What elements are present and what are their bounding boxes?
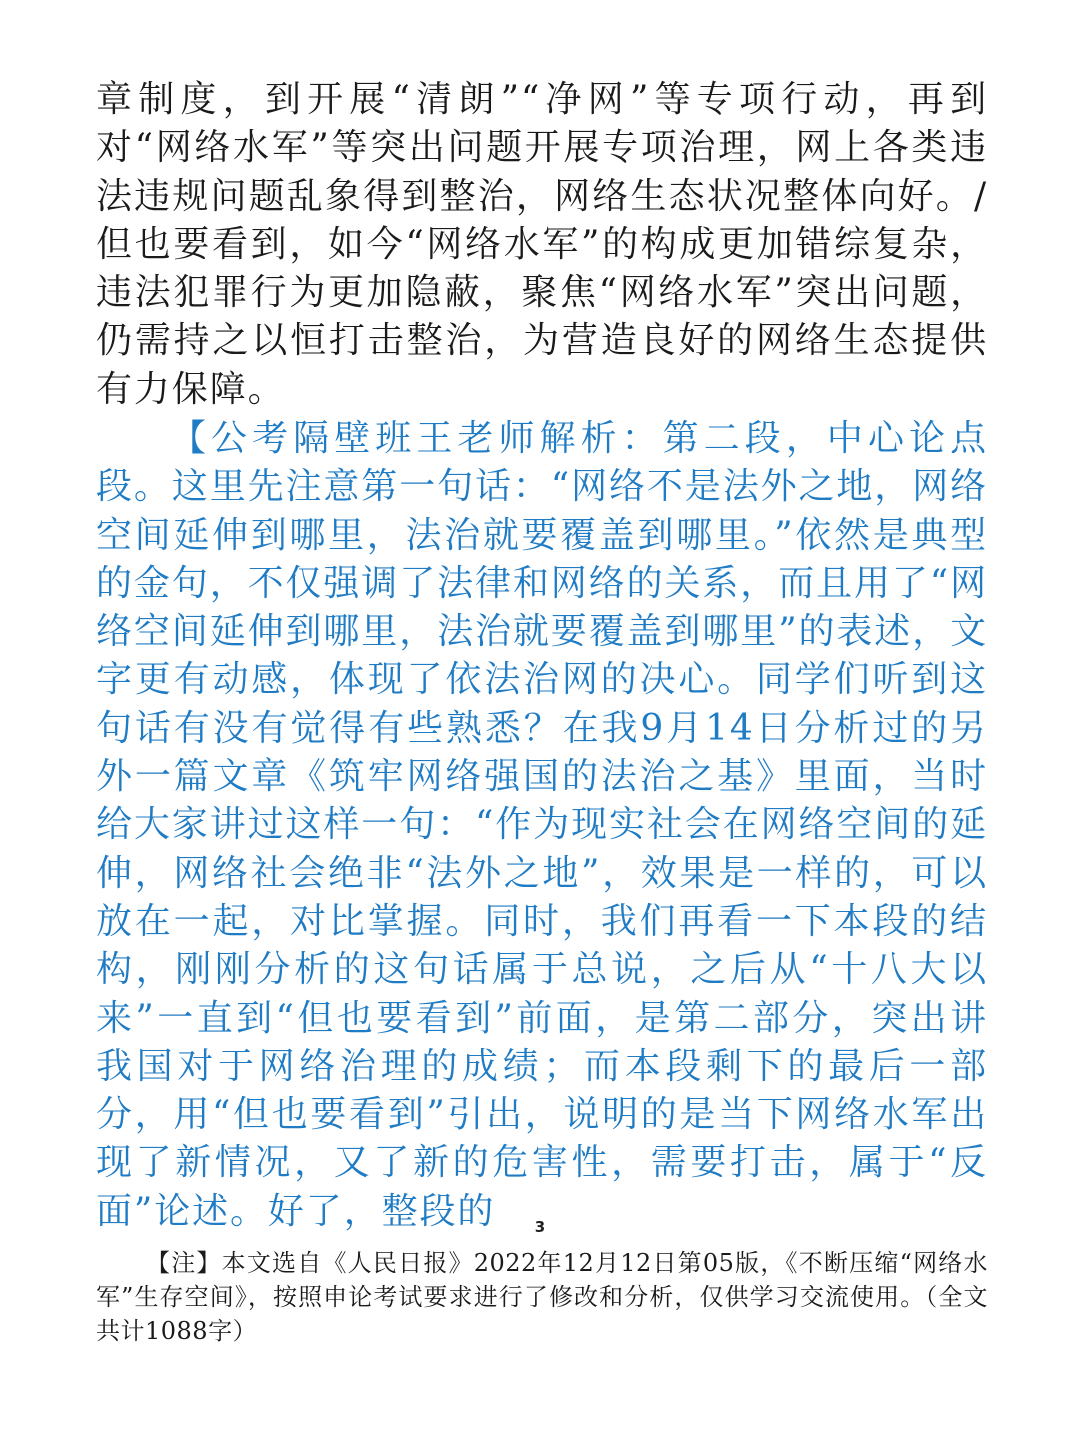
source-footnote: 【注】本文选自《人民日报》2022年12月12日第05版，《不断压缩“网络水军”生存空间》，按照申论考试要求进行了修改和分析，仅供学习交流使用。（全文共计1088字） bbox=[96, 1249, 988, 1345]
teacher-analysis-paragraph: 【公考隔壁班王老师解析：第二段，中心论点段。这里先注意第一句话：“网络不是法外之地，网络空间延伸到哪里，法治就要覆盖到哪里。”依然是典型的金句，不仅强调了法律和网络的关系，而且用了“网络空间延伸到哪里，法治就要覆盖到哪里”的表述，文字更有动感，体现了依法治网的决心。同学们听到这句话有没有觉得有些熟悉？在我9月14日分析过的另外一篇文章《筑牢网络强国的法治之基》里面，当时给大家讲过这样一句：“作为现实社会在网络空间的延伸，网络社会绝非“法外之地”，效果是一样的，可以放在一起，对比掌握。同时，我们再看一下本段的结构，刚刚分析的这句话属于总说，之后从“十八大以来”一直到“但也要看到”前面，是第二部分，突出讲我国对于网络治理的成绩；而本段剩下的最后一部分，用“但也要看到”引出，说明的是当下网络水军出现了新情况，又了新的危害性，需要打击，属于“反面”论述。好了，整段的 bbox=[96, 418, 989, 1232]
page-number: 3 bbox=[534, 1218, 546, 1236]
article-body-paragraph: 章制度，到开展“清朗”“净网”等专项行动，再到对“网络水军”等突出问题开展专项治理，网上各类违法违规问题乱象得到整治，网络生态状况整体向好。/但也要看到，如今“网络水军”的构成更加错综复杂，违法犯罪行为更加隐蔽，聚焦“网络水军”突出问题，仍需持之以恒打击整治，为营造良好的网络生态提供有力保障。 bbox=[96, 79, 988, 410]
